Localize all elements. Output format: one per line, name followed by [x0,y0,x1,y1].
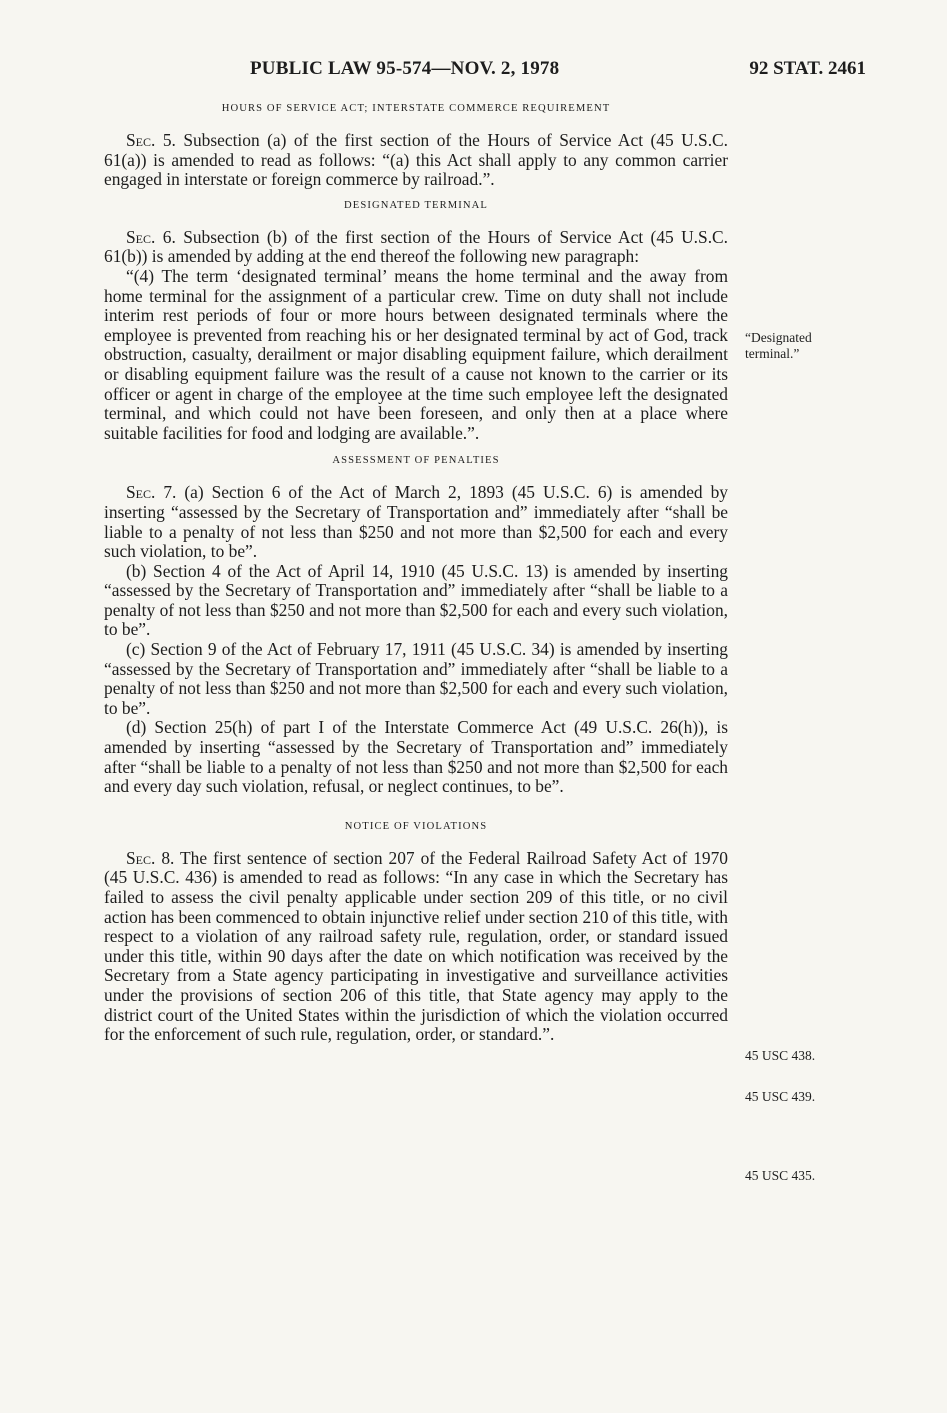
statute-reference: 92 STAT. 2461 [749,58,866,79]
section-label: Sec. 7. [126,482,177,503]
section-7-text-a: (a) Section 6 of the Act of March 2, 1893 (45 U.S.C. 6) is amended by inserting “assessed by the Secretary of Transportation and” immediately after “shall be liable to a penalty of not less than $250 and not more than $2,500 for each and every such violation, to be”. [104,482,728,562]
margin-note-usc-439: 45 USC 439. [745,1089,816,1104]
section-5-heading: HOURS OF SERVICE ACT; INTERSTATE COMMERCE REQUIREMENT [221,103,611,114]
section-5-text: Subsection (a) of the first section of the Hours of Service Act (45 U.S.C. 61(a)) is amended to read as follows: “(a) this Act shall apply to any common carrier engaged in interstate or foreign commerce by railroad.”. [104,130,728,190]
section-8-heading: NOTICE OF VIOLATIONS [344,820,488,832]
margin-note-usc-435: 45 USC 435. [745,1168,816,1183]
page-header [104,58,866,84]
section-label: Sec. 8. [126,847,175,868]
section-6-text: Subsection (b) of the first section of the Hours of Service Act (45 U.S.C. 61(b)) is amended by adding at the end thereof the following new paragraph: [104,226,728,267]
section-label: Sec. 5. [126,130,176,150]
section-7-paragraph-d: (d) Section 25(h) of part I of the Interstate Commerce Act (49 U.S.C. 26(h)), is amended by inserting “assessed by the Secretary of Transportation and” immediately after “shall be liable to a penalty of not less than $250 and not more than $2,500 for each and every day such violation, refusal, or neglect continues, to be”. [104,717,728,797]
section-7-heading: ASSESSMENT OF PENALTIES [332,455,500,467]
law-title: PUBLIC LAW 95-574—NOV. 2, 1978 [250,58,560,79]
section-8-text: The first sentence of section 207 of the Federal Railroad Safety Act of 1970 (45 U.S.C. 436) is amended to read as follows: “In any case in which the Secretary has failed to assess the civil penalty applicable under section 209 of this title, or no civil action has been commenced to obtain injunctive relief under section 210 of this title, with respect to a violation of any railroad safety rule, regulation, order, or standard issued under this title, within 90 days after the date on which notification was received by the Secretary from a State agency participating in investigative and surveillance activities under the provisions of section 206 of this title, that State agency may apply to the district court of the United States within the jurisdiction of which the violation occurred for the enforcement of such rule, regulation, order, or standard.”. [104,847,729,1045]
section-label: Sec. 6. [126,226,176,247]
section-7-paragraph-c: (c) Section 9 of the Act of February 17, 1911 (45 U.S.C. 34) is amended by inserting “assessed by the Secretary of Transportation and” immediately after “shall be liable to a penalty of not less than $250 and not more than $2,500 for each and every such violation, to be”. [104,639,728,718]
section-6-heading: DESIGNATED TERMINAL [344,199,488,211]
margin-note-designated-terminal: “Designated terminal.” [745,330,812,361]
section-8-paragraph [104,849,728,1045]
section-6-paragraph-4: “(4) The term ‘designated terminal’ means the home terminal and the away from home terminal for the assignment of a particular crew. Time on duty shall not include interim rest periods of four or more hours between designated terminals where the employee is prevented from reaching his or her designated terminal by act of God, track obstruction, casualty, derailment or major disabling equipment failure, which derailment or disabling equipment failure was the result of a cause not known to the carrier or its officer or agent in charge of the employee at the time such employee left the designated terminal, and which could not have been foreseen, and only then at a place where suitable facilities for food and lodging are available.”. [104,265,728,443]
document-body [104,102,728,1045]
section-5-paragraph [104,131,728,190]
section-6-paragraph [104,228,728,267]
section-7-paragraph-a [104,483,728,561]
margin-note-usc-438: 45 USC 438. [745,1048,816,1063]
section-7-paragraph-b: (b) Section 4 of the Act of April 14, 1910 (45 U.S.C. 13) is amended by inserting “assessed by the Secretary of Transportation and” immediately after “shall be liable to a penalty of not less than $250 and not more than $2,500 for each and every such violation, to be”. [104,560,728,640]
